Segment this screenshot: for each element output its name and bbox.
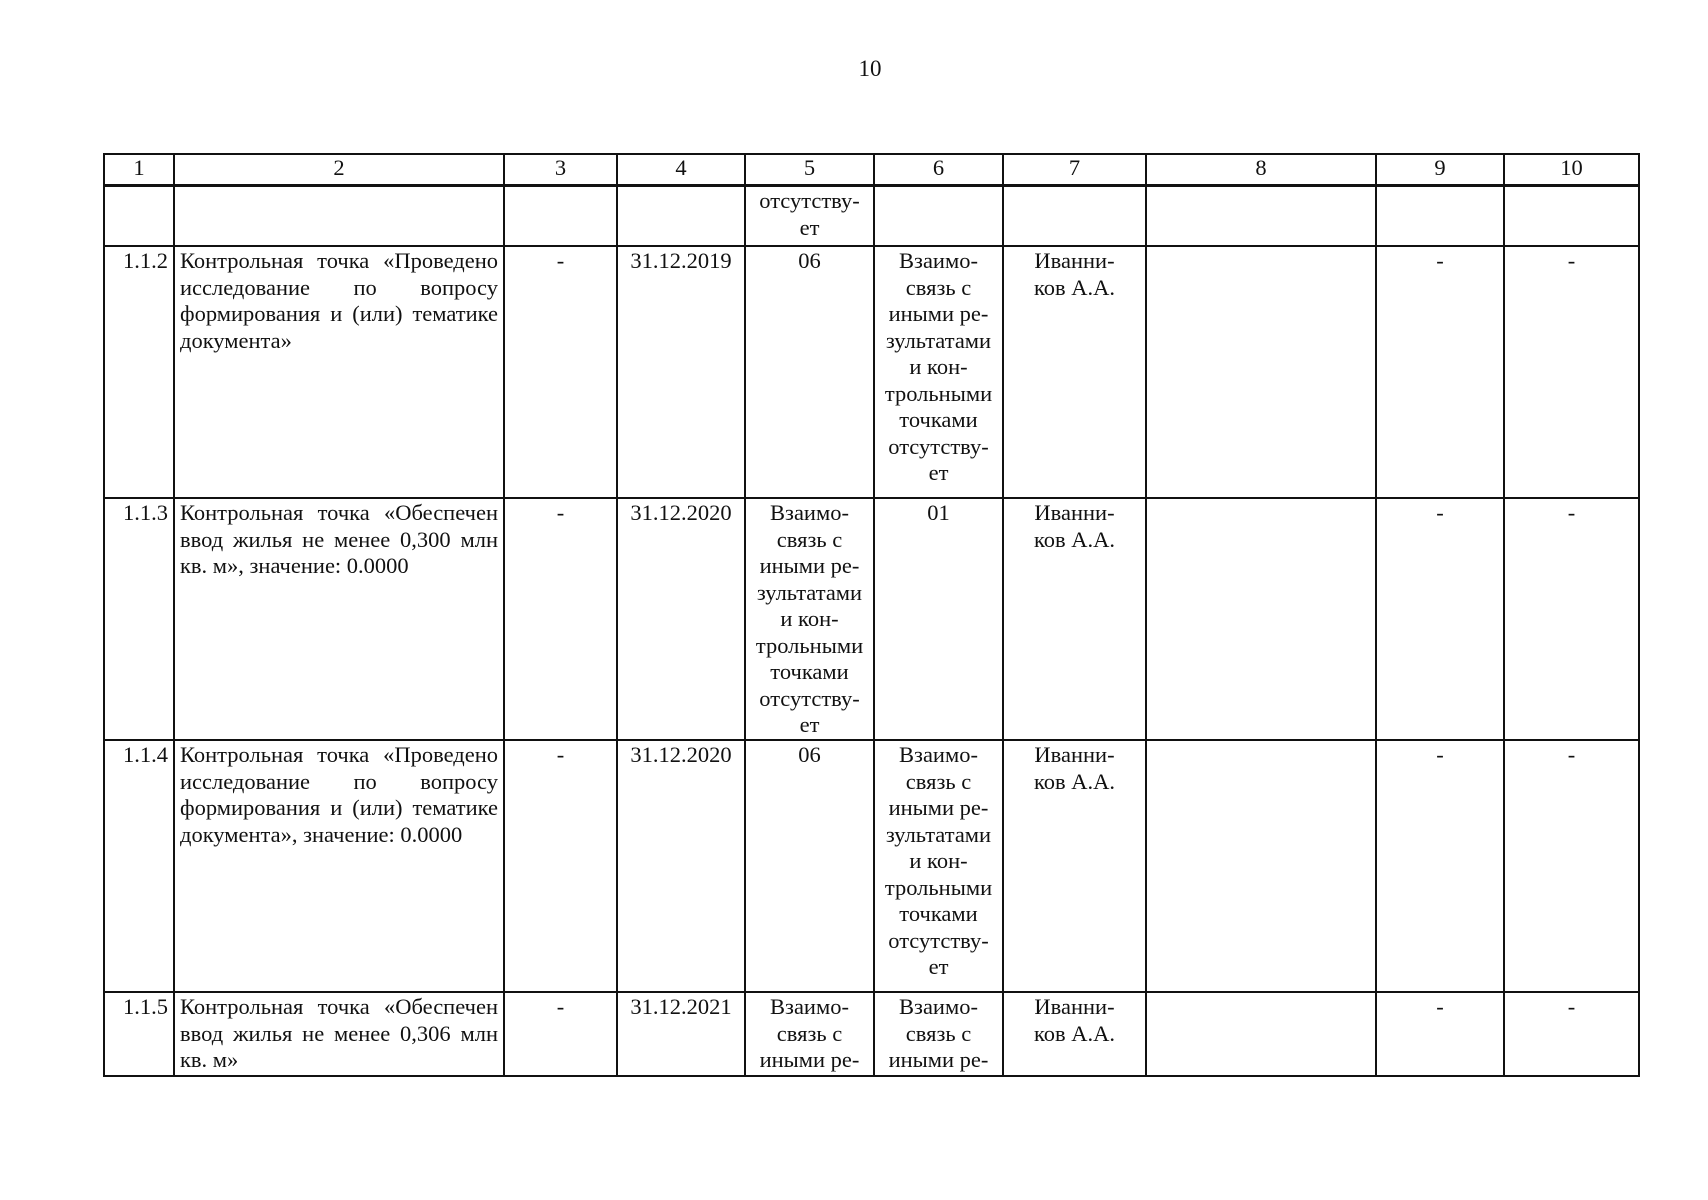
row-date: 31.12.2021 <box>617 992 745 1076</box>
cell: - <box>1376 498 1504 740</box>
table-header-row <box>104 154 1639 186</box>
page-number: 10 <box>858 56 882 81</box>
row-description: Контрольная точка «Обеспечен ввод жилья не менее 0,300 млн кв. м», значение: 0.0000 <box>174 498 504 740</box>
cell <box>1146 186 1376 247</box>
cell: Взаимо- связь с иными ре- <box>874 992 1003 1076</box>
cell: - <box>1504 740 1639 992</box>
column-header: 10 <box>1504 154 1639 186</box>
cell: - <box>1376 740 1504 992</box>
row-date: 31.12.2019 <box>617 246 745 498</box>
cell <box>1146 992 1376 1076</box>
row-description: Контрольная точка «Проведено исследование по вопросу формирования и (или) тематике документа», значение: 0.0000 <box>174 740 504 992</box>
column-header: 2 <box>174 154 504 186</box>
column-header: 4 <box>617 154 745 186</box>
cell: отсутству- ет <box>745 186 874 247</box>
table-row <box>104 246 1639 498</box>
cell: - <box>1504 246 1639 498</box>
row-responsible: Иванни- ков А.А. <box>1003 246 1146 498</box>
cell: 01 <box>874 498 1003 740</box>
table-row <box>104 498 1639 740</box>
cell <box>1376 186 1504 247</box>
cell <box>504 186 617 247</box>
column-header: 9 <box>1376 154 1504 186</box>
column-header: 1 <box>104 154 174 186</box>
cell: 06 <box>745 740 874 992</box>
row-description: Контрольная точка «Обеспечен ввод жилья не менее 0,306 млн кв. м» <box>174 992 504 1076</box>
cell: Взаимо- связь с иными ре- зультатами и кон- трольными точками отсутству- ет <box>745 498 874 740</box>
cell: 06 <box>745 246 874 498</box>
row-responsible: Иванни- ков А.А. <box>1003 740 1146 992</box>
cell <box>1504 186 1639 247</box>
row-number <box>104 186 174 247</box>
cell: - <box>1376 246 1504 498</box>
cell: - <box>1504 498 1639 740</box>
cell: Взаимо- связь с иными ре- <box>745 992 874 1076</box>
cell: - <box>504 740 617 992</box>
row-description: Контрольная точка «Проведено исследование по вопросу формирования и (или) тематике документа» <box>174 246 504 498</box>
cell <box>1146 246 1376 498</box>
column-header: 7 <box>1003 154 1146 186</box>
column-header: 5 <box>745 154 874 186</box>
row-number: 1.1.3 <box>104 498 174 740</box>
row-date <box>617 186 745 247</box>
row-responsible: Иванни- ков А.А. <box>1003 498 1146 740</box>
table-row <box>104 740 1639 992</box>
cell: - <box>1504 992 1639 1076</box>
table-row <box>104 186 1639 247</box>
cell: Взаимо- связь с иными ре- зультатами и кон- трольными точками отсутству- ет <box>874 246 1003 498</box>
row-number: 1.1.2 <box>104 246 174 498</box>
row-description <box>174 186 504 247</box>
row-responsible: Иванни- ков А.А. <box>1003 992 1146 1076</box>
cell <box>1146 740 1376 992</box>
cell: - <box>504 498 617 740</box>
row-responsible <box>1003 186 1146 247</box>
cell <box>1146 498 1376 740</box>
row-date: 31.12.2020 <box>617 498 745 740</box>
row-number: 1.1.4 <box>104 740 174 992</box>
cell: - <box>1376 992 1504 1076</box>
column-header: 8 <box>1146 154 1376 186</box>
column-header: 6 <box>874 154 1003 186</box>
row-date: 31.12.2020 <box>617 740 745 992</box>
row-number: 1.1.5 <box>104 992 174 1076</box>
cell: - <box>504 246 617 498</box>
cell: Взаимо- связь с иными ре- зультатами и кон- трольными точками отсутству- ет <box>874 740 1003 992</box>
table-row <box>104 992 1639 1076</box>
cell: - <box>504 992 617 1076</box>
column-header: 3 <box>504 154 617 186</box>
cell <box>874 186 1003 247</box>
control-points-table <box>103 153 1640 1077</box>
